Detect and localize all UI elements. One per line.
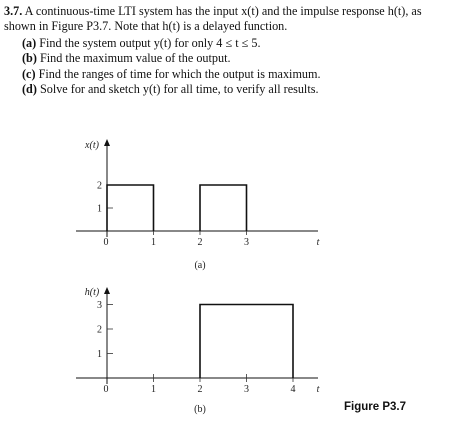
x-tick-label: 1 xyxy=(151,384,156,395)
part-text: Find the ranges of time for which the output is maximum. xyxy=(38,66,321,81)
part-text: Solve for and sketch y(t) for all time, to verify all results. xyxy=(39,82,319,97)
signal-pulse xyxy=(200,185,247,231)
x-tick-label: 3 xyxy=(244,384,249,395)
problem-intro-line-1: A continuous-time LTI system has the input x(t) and the impulse response h(t), as xyxy=(24,4,422,18)
signal-pulse xyxy=(200,305,293,379)
y-tick-label: 1 xyxy=(97,349,102,360)
x-tick-label: 3 xyxy=(244,237,249,248)
signal-pulse xyxy=(107,185,154,231)
y-tick-label: 2 xyxy=(97,324,102,336)
part-label: (b) xyxy=(22,51,37,66)
problem-number: 3.7. xyxy=(4,4,23,18)
x-axis-label: t xyxy=(316,384,320,395)
y-tick-label: 1 xyxy=(97,203,102,215)
problem-intro-line-2: shown in Figure P3.7. Note that h(t) is a delayed function. xyxy=(4,18,288,33)
signal-plot-x xyxy=(76,139,320,271)
x-tick-label: 4 xyxy=(290,384,296,395)
y-axis-arrow-icon xyxy=(104,139,110,146)
part-label: (a) xyxy=(22,35,37,50)
y-axis-label: x(t) xyxy=(85,140,99,151)
x-tick-label: 2 xyxy=(197,237,203,248)
subfigure-caption: (a) xyxy=(194,260,206,271)
part-label: (c) xyxy=(22,66,36,81)
y-tick-label: 3 xyxy=(97,300,102,311)
x-tick-label: 1 xyxy=(151,237,156,248)
x-tick-label: 2 xyxy=(197,384,203,395)
x-tick-label: 0 xyxy=(103,384,109,395)
x-tick-label: 0 xyxy=(103,237,109,248)
subfigure-caption: (b) xyxy=(194,404,206,415)
y-tick-label: 2 xyxy=(97,180,102,192)
part-label: (d) xyxy=(22,82,37,97)
y-axis-arrow-icon xyxy=(104,287,110,294)
y-axis-label: h(t) xyxy=(84,287,100,298)
signal-plot-h xyxy=(76,287,320,415)
part-text: Find the system output y(t) for only 4 ≤ t ≤ 5. xyxy=(39,35,261,50)
figure-caption: Figure P3.7 xyxy=(344,401,406,413)
part-text: Find the maximum value of the output. xyxy=(39,51,231,66)
x-axis-label: t xyxy=(316,237,320,248)
